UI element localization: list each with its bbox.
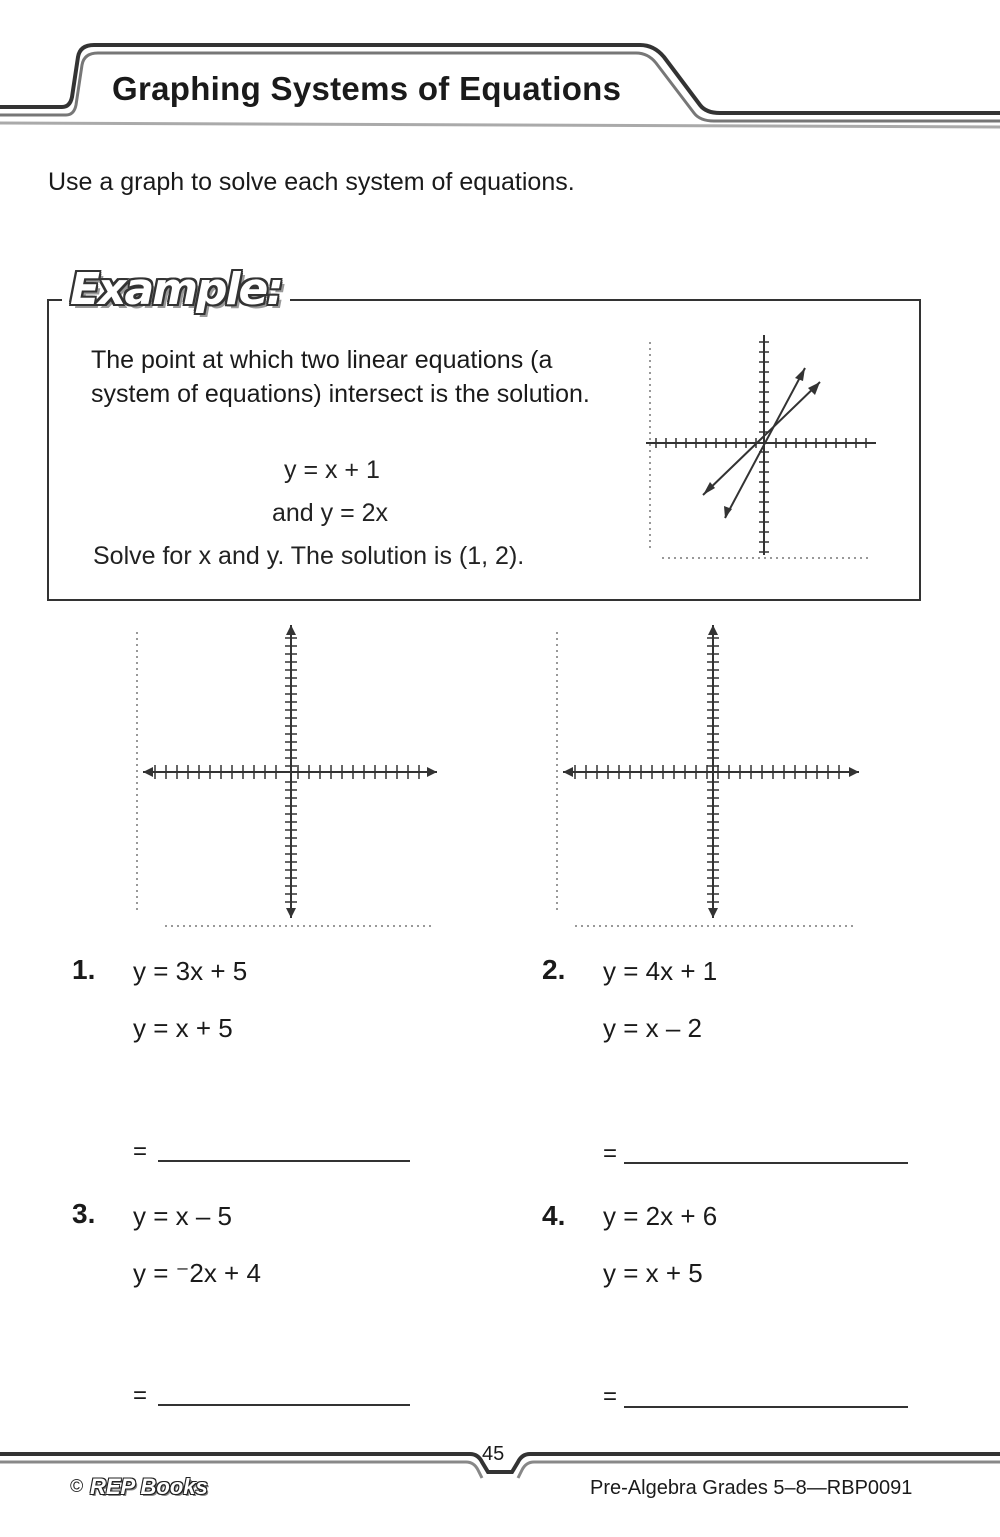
problem-2-equation-1: y = 4x + 1 [603, 956, 718, 986]
blank-graph-2 [545, 620, 865, 935]
problem-3-equation-2: y = ⁻2x + 4 [133, 1258, 261, 1288]
page-title: Graphing Systems of Equations [112, 70, 622, 107]
problem-3-equation-1: y = x – 5 [133, 1201, 232, 1231]
example-label: Example: [62, 264, 290, 315]
copyright-symbol: © [70, 1476, 84, 1496]
problem-4-equation-1: y = 2x + 6 [603, 1201, 718, 1231]
problem-1-equation-1: y = 3x + 5 [133, 956, 248, 986]
problem-4-answer-prefix: = [603, 1383, 618, 1410]
problem-3-answer-line[interactable] [158, 1404, 410, 1406]
problem-1-number: 1. [72, 954, 96, 985]
example-text: The point at which two linear equations (a system of equations) intersect is the solution. [91, 346, 590, 408]
brand-logo: REP Books [90, 1474, 208, 1499]
problem-1-answer-line[interactable] [158, 1160, 410, 1162]
problem-4-number: 4. [542, 1200, 566, 1231]
instructions: Use a graph to solve each system of equations. [48, 168, 575, 196]
example-equation-1: y = x + 1 [284, 456, 380, 484]
problem-2-equation-2: y = x – 2 [603, 1013, 702, 1043]
example-equation-2: and y = 2x [272, 499, 389, 527]
problem-1-equation-2: y = x + 5 [133, 1013, 233, 1043]
problem-2-number: 2. [542, 954, 566, 985]
blank-graph-1 [125, 620, 445, 935]
problem-3-number: 3. [72, 1198, 96, 1229]
book-info: Pre-Algebra Grades 5–8—RBP0091 [590, 1477, 913, 1499]
page-number: 45 [482, 1443, 505, 1465]
problem-2-answer-prefix: = [603, 1140, 618, 1167]
example-graph [640, 330, 885, 570]
problem-4-equation-2: y = x + 5 [603, 1258, 703, 1288]
problem-1-answer-prefix: = [133, 1138, 148, 1165]
problem-2-answer-line[interactable] [624, 1162, 908, 1164]
problem-3-answer-prefix: = [133, 1382, 148, 1409]
problem-4-answer-line[interactable] [624, 1406, 908, 1408]
example-solution: Solve for x and y. The solution is (1, 2). [93, 542, 525, 570]
